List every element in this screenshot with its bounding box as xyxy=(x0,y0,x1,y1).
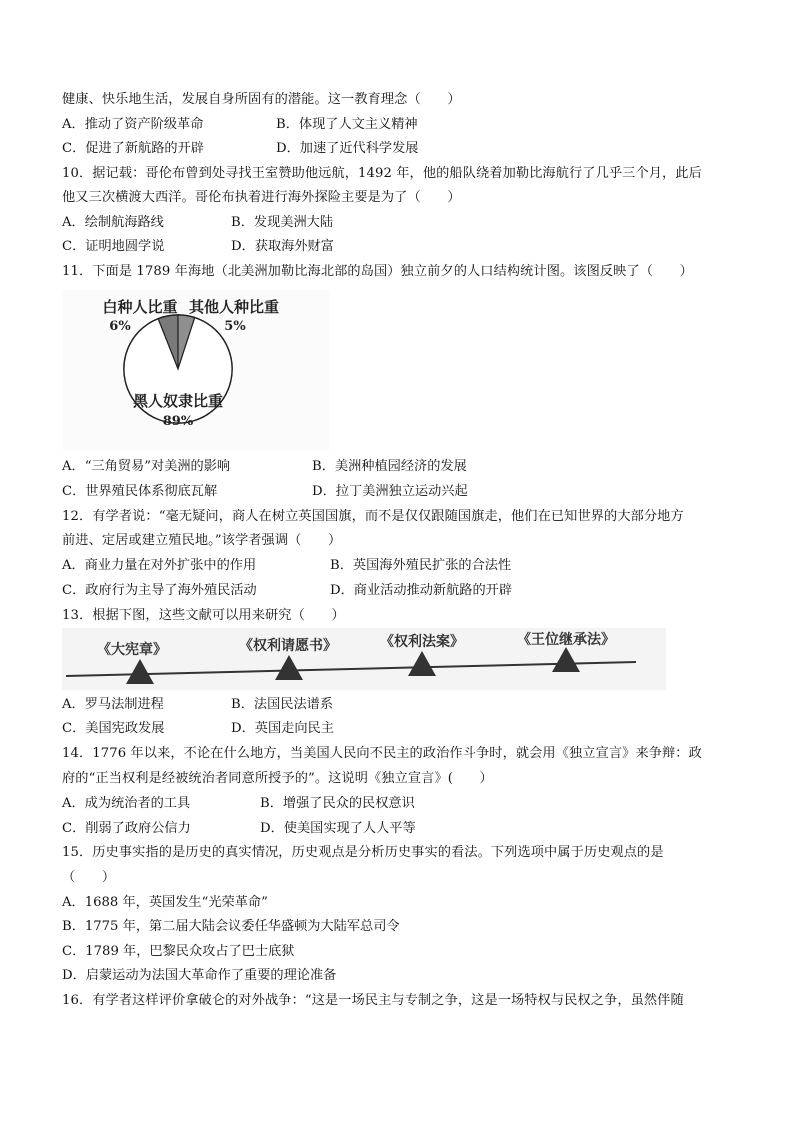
pie-value-black: 89% xyxy=(162,414,194,429)
q9-option-c: C．促进了新航路的开辟 xyxy=(62,141,204,156)
q9-option-a: A．推动了资产阶级革命 xyxy=(62,117,204,132)
q10-option-b: B．发现美洲大陆 xyxy=(231,215,334,230)
pie-label-other: 其他人种比重 xyxy=(188,298,280,316)
timeline-doc-3: 《权利法案》 xyxy=(380,634,464,650)
q11-stem: 11．下面是 1789 年海地（北美洲加勒比海北部的岛国）独立前夕的人口结构统计图。该图反映了（ ） xyxy=(62,264,693,279)
q15-stem-line1: 15．历史事实指的是历史的真实情况，历史观点是分析历史事实的看法。下列选项中属于历史观点的是 xyxy=(62,845,664,860)
q11-option-d: D．拉丁美洲独立运动兴起 xyxy=(312,484,468,499)
timeline-doc-1: 《大宪章》 xyxy=(97,642,167,658)
q13-option-b: B．法国民法谱系 xyxy=(231,697,334,712)
q14-option-d: D．使美国实现了人人平等 xyxy=(260,821,416,836)
q13-option-c: C．美国宪政发展 xyxy=(62,721,165,736)
q12-option-b: B．英国海外殖民扩张的合法性 xyxy=(330,558,512,573)
q15-option-d: D．启蒙运动为法国大革命作了重要的理论准备 xyxy=(62,968,337,983)
timeline-doc-2: 《权利请愿书》 xyxy=(239,638,337,654)
q15-option-a: A．1688 年，英国发生“光荣革命” xyxy=(62,895,268,910)
q11-option-a: A．“三角贸易”对美洲的影响 xyxy=(62,459,231,474)
q10-stem-line2: 他又三次横渡大西洋。哥伦布执着进行海外探险主要是为了（ ） xyxy=(62,190,461,205)
pie-chart-svg xyxy=(62,290,330,450)
q10-option-c: C．证明地圆学说 xyxy=(62,239,165,254)
q9-stem-tail: 健康、快乐地生活，发展自身所固有的潜能。这一教育理念（ ） xyxy=(62,92,461,107)
q10-option-d: D．获取海外财富 xyxy=(231,239,334,254)
population-pie-chart xyxy=(62,290,330,450)
q12-option-d: D．商业活动推动新航路的开辟 xyxy=(330,583,513,598)
q15-stem-line2: （ ） xyxy=(62,870,116,885)
q16-stem: 16．有学者这样评价拿破仑的对外战争：“这是一场民主与专制之争，这是一场特权与民权之争，虽然伴随 xyxy=(62,993,684,1008)
q9-option-b: B．体现了人文主义精神 xyxy=(276,117,418,132)
q14-option-b: B．增强了民众的民权意识 xyxy=(260,796,415,811)
q14-option-a: A．成为统治者的工具 xyxy=(62,796,191,811)
pie-value-other: 5% xyxy=(224,319,246,334)
q13-stem: 13．根据下图，这些文献可以用来研究（ ） xyxy=(62,608,345,623)
q12-stem-line2: 前进、定居或建立殖民地。”该学者强调（ ） xyxy=(62,533,342,548)
pie-label-white: 白种人比重 xyxy=(102,298,178,316)
timeline-svg xyxy=(62,628,666,690)
q10-option-a: A．绘制航海路线 xyxy=(62,215,164,230)
q14-option-c: C．削弱了政府公信力 xyxy=(62,821,191,836)
q12-option-c: C．政府行为主导了海外殖民活动 xyxy=(62,583,257,598)
q9-option-d: D．加速了近代科学发展 xyxy=(276,141,419,156)
q12-stem-line1: 12．有学者说：“毫无疑问，商人在树立英国国旗，而不是仅仅跟随国旗走，他们在已知世界的大部分地方 xyxy=(62,509,684,524)
q14-stem-line1: 14．1776 年以来，不论在什么地方，当美国人民向不民主的政治作斗争时，就会用《独立宣言》来争辩：政 xyxy=(62,746,702,761)
q15-option-c: C．1789 年，巴黎民众攻占了巴士底狱 xyxy=(62,944,295,959)
q11-option-b: B．美洲种植园经济的发展 xyxy=(312,459,467,474)
pie-value-white: 6% xyxy=(109,319,131,334)
document-timeline xyxy=(62,628,666,690)
q10-stem-line1: 10．据记载：哥伦布曾到处寻找王室赞助他远航，1492 年，他的船队绕着加勒比海航行了几乎三个月，此后 xyxy=(62,166,702,181)
timeline-doc-4: 《王位继承法》 xyxy=(517,632,615,648)
pie-label-black: 黑人奴隶比重 xyxy=(132,392,224,410)
q13-option-a: A．罗马法制进程 xyxy=(62,697,164,712)
q12-option-a: A．商业力量在对外扩张中的作用 xyxy=(62,558,257,573)
q11-option-c: C．世界殖民体系彻底瓦解 xyxy=(62,484,218,499)
q14-stem-line2: 府的“正当权利是经被统治者同意所授予的”。这说明《独立宣言》( ） xyxy=(62,771,493,786)
q15-option-b: B．1775 年，第二届大陆会议委任华盛顿为大陆军总司令 xyxy=(62,919,400,934)
q13-option-d: D．英国走向民主 xyxy=(231,721,334,736)
